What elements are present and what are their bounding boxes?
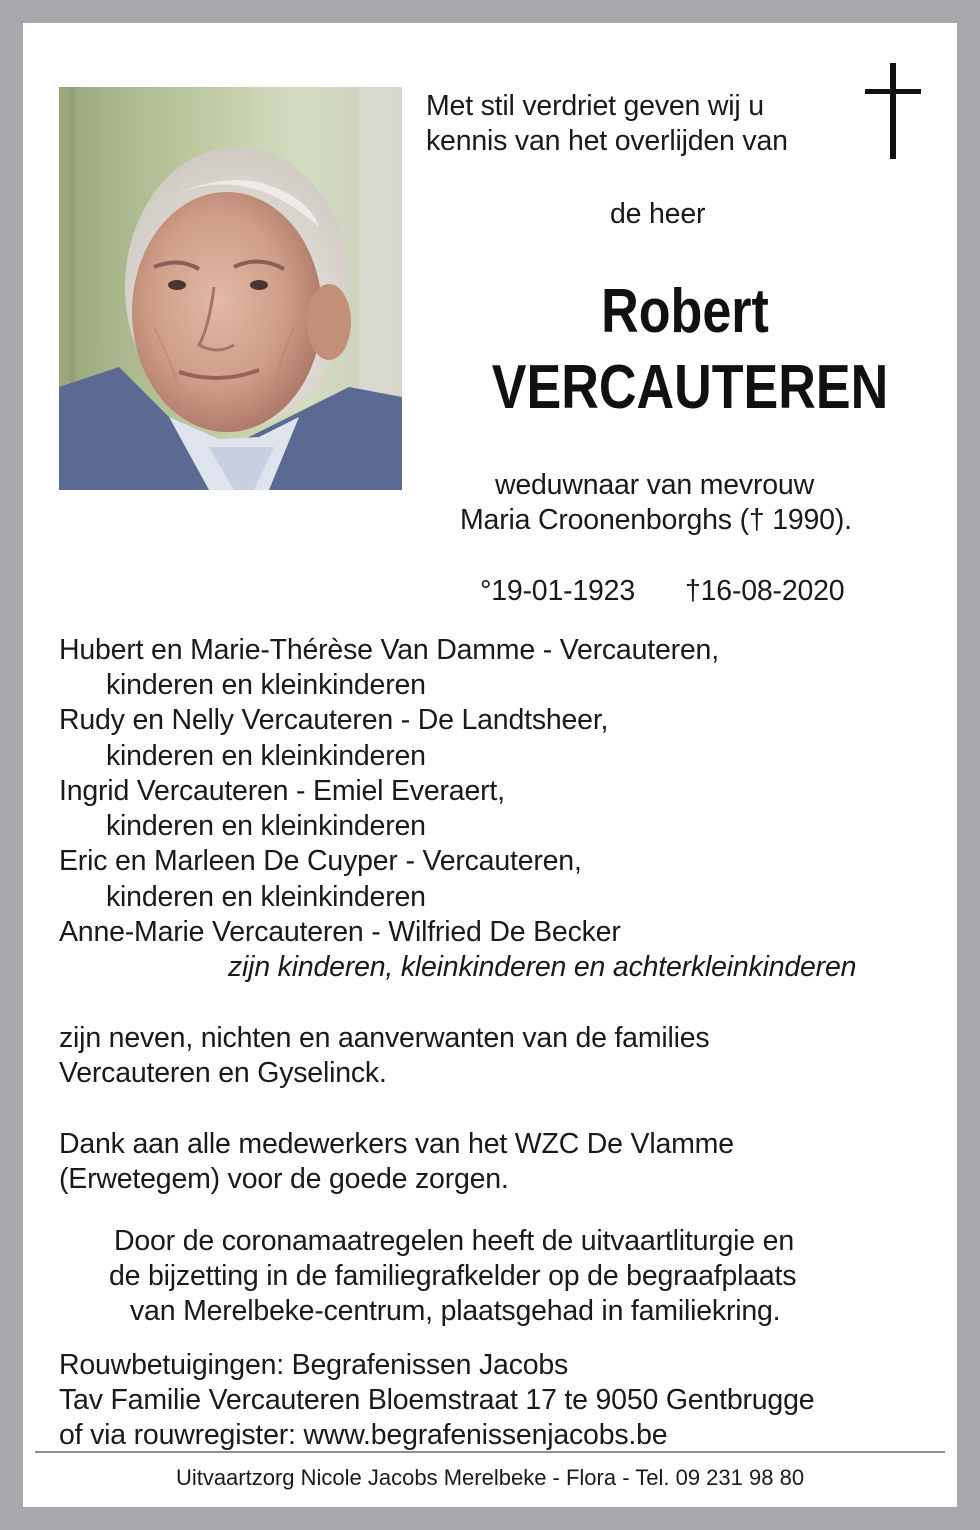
last-name: VERCAUTEREN bbox=[491, 353, 889, 422]
corona-line-1: Door de coronamaatregelen heeft de uitvaartliturgie en bbox=[114, 1225, 794, 1257]
spouse-line-2: Maria Croonenborghs († 1990). bbox=[460, 504, 852, 536]
condolences-line-1: Rouwbetuigingen: Begrafenissen Jacobs bbox=[59, 1349, 569, 1381]
cross-icon bbox=[865, 63, 921, 159]
thanks-line-2: (Erwetegem) voor de goede zorgen. bbox=[59, 1163, 509, 1195]
footer-text: Uitvaartzorg Nicole Jacobs Merelbeke - Flora - Tel. 09 231 98 80 bbox=[175, 1465, 805, 1490]
family-line-5: Anne-Marie Vercauteren - Wilfried De Becker bbox=[59, 916, 621, 948]
corona-line-2: de bijzetting in de familiegrafkelder op de begraafplaats bbox=[109, 1260, 797, 1292]
first-name: Robert bbox=[601, 277, 769, 346]
obituary-card bbox=[23, 23, 957, 1507]
spouse-line-1: weduwnaar van mevrouw bbox=[495, 469, 814, 501]
condolences-line-3: of via rouwregister: www.begrafenissenjacobs.be bbox=[59, 1419, 668, 1451]
family-sub-2: kinderen en kleinkinderen bbox=[106, 740, 426, 772]
corona-line-3: van Merelbeke-centrum, plaatsgehad in familiekring. bbox=[130, 1295, 781, 1327]
footer-divider bbox=[35, 1451, 945, 1453]
intro-line-2: kennis van het overlijden van bbox=[426, 125, 788, 157]
relatives-line-1: zijn neven, nichten en aanverwanten van de families bbox=[59, 1022, 710, 1054]
title: de heer bbox=[610, 198, 706, 230]
birth-date: °19-01-1923 bbox=[480, 575, 635, 607]
descendants: zijn kinderen, kleinkinderen en achterkleinkinderen bbox=[228, 951, 857, 983]
family-line-4: Eric en Marleen De Cuyper - Vercauteren, bbox=[59, 845, 582, 877]
family-line-1: Hubert en Marie-Thérèse Van Damme - Vercauteren, bbox=[59, 634, 719, 666]
condolences-line-2: Tav Familie Vercauteren Bloemstraat 17 te 9050 Gentbrugge bbox=[59, 1384, 815, 1416]
family-sub-4: kinderen en kleinkinderen bbox=[106, 881, 426, 913]
family-line-2: Rudy en Nelly Vercauteren - De Landtsheer, bbox=[59, 704, 609, 736]
relatives-line-2: Vercauteren en Gyselinck. bbox=[59, 1057, 387, 1089]
portrait-photo bbox=[59, 87, 402, 490]
family-line-3: Ingrid Vercauteren - Emiel Everaert, bbox=[59, 775, 505, 807]
family-sub-1: kinderen en kleinkinderen bbox=[106, 669, 426, 701]
thanks-line-1: Dank aan alle medewerkers van het WZC De Vlamme bbox=[59, 1128, 734, 1160]
intro-line-1: Met stil verdriet geven wij u bbox=[426, 90, 764, 122]
family-sub-3: kinderen en kleinkinderen bbox=[106, 810, 426, 842]
death-date: †16-08-2020 bbox=[685, 575, 845, 607]
